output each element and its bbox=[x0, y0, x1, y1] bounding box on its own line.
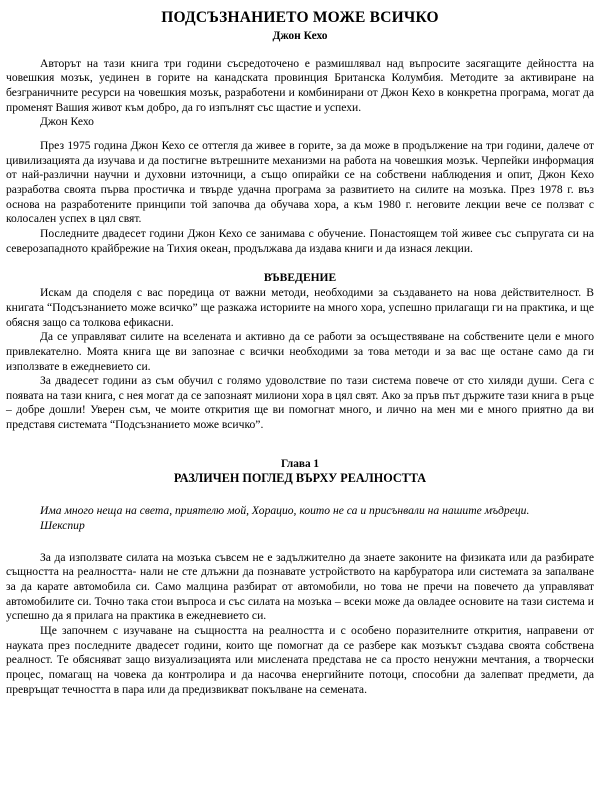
introduction-paragraph-1: Искам да споделя с вас поредица от важни методи, необходими за създаването на нова действителност. В книгата “Подсъзнанието може всичко” ще разкажа историите на много хора, успешно прилагащи ги на практика, и ще обясня защо са толкова ефикасни. bbox=[6, 286, 594, 329]
chapter-epigraph: Има много неща на света, приятелю мой, Хорацио, които не са и присънвали на нашите мъдреци. bbox=[40, 504, 530, 518]
introduction-paragraph-3: За двадесет години аз съм обучил с голямо удоволствие по тази система повече от сто хиляди души. Сега с появата на тази книга, с нея могат да се запознаят милиони хора в цял свят. Ако за пръв път държите тази книга в ръце – добре дошли! Уверен съм, че моите открития ще ви помогнат много, и лично на мен ми е много приятно да ви представя системата “Подсъзнанието може всичко”. bbox=[6, 374, 594, 432]
foreword-signature: Джон Кехо bbox=[40, 115, 94, 129]
spacer bbox=[6, 433, 594, 457]
spacer bbox=[6, 534, 594, 551]
chapter-epigraph-attribution: Шекспир bbox=[40, 518, 85, 532]
document-title: ПОДСЪЗНАНИЕТО МОЖЕ ВСИЧКО bbox=[161, 9, 439, 26]
chapter-paragraph-1: За да използвате силата на мозъка съвсем не е задължително да знаете законите на физиката или да разбирате същността на реалността- нали не сте длъжни да познавате устройството на карбуратора или системата за запалване за да карате автомобила си. Само малцина разбират от автомобили, но това не пречи на повечето да управляват автомобилите си. Точно така стои въпроса и със силата на мозъка – всеки може да овладее основите на тази система и успешно да я прилага на практика в ежедневието си. bbox=[6, 550, 594, 623]
introduction-paragraph-2: Да се управляват силите на вселената и активно да се работи за осъществяване на собствените цели е много привлекателно. Моята книга ще ви запознае с всички необходими за това методи и за вас ще остане само да ги използвате в ежедневието си. bbox=[6, 330, 594, 373]
spacer bbox=[6, 256, 594, 271]
spacer bbox=[6, 487, 594, 504]
spacer bbox=[6, 130, 594, 139]
spacer bbox=[6, 44, 594, 57]
introduction-heading: ВЪВЕДЕНИЕ bbox=[263, 272, 337, 285]
chapter-title: РАЗЛИЧЕН ПОГЛЕД ВЪРХУ РЕАЛНОСТТА bbox=[173, 471, 427, 486]
foreword-paragraph-3: Последните двадесет години Джон Кехо се занимава с обучение. Понастоящем той живее със съпругата си на северозападното крайбрежие на Тихия океан, продължава да издава книги и да изнася лекции. bbox=[6, 226, 594, 255]
foreword-paragraph-1: Авторът на тази книга три години съсредоточено е размишлявал над въпросите засягащите дейността на човешкия мозък, уединен в горите на канадската провинция Британска Колумбия. Методите за активиране на безграничните ресурси на човешкия мозък, разработени и комбинирани от Джон Кехо в конкретна програма, могат да променят Вашия живот към добро, да го изпълнят със щастие и успехи. bbox=[6, 56, 594, 114]
foreword-paragraph-2: През 1975 година Джон Кехо се оттегля да живее в горите, за да може в продължение на три години, далече от цивилизацията да изучава и да постигне вътрешните механизми на работа на човешкия мозък. Черпейки информация от най-различни научни и духовни източници, а също опирайки се на собствени наблюдения и опит, Джон Кехо разработва своята първа простичка и твърде удачна програма за развитието на силите на мозъка. През 1978 г. въз основа на разработените принципи той започва да обучава хора, а към 1980 г. неговите лекции вече се ползват с колосален успех в цял свят. bbox=[6, 139, 594, 226]
document-author: Джон Кехо bbox=[272, 30, 328, 43]
chapter-number: Глава 1 bbox=[280, 457, 320, 470]
chapter-paragraph-2: Ще започнем с изучаване на същността на реалността и с особено поразителните открития, направени от науката през последните двадесет години, които ще помогнат да се разбере как мозъкът създава своята собствена реалност. Те обясняват защо визуализацията или мислената представа не са просто ненужни мечтания, а творчески процес, помагащ на човека да контролира и да насочва енергийните потоци, способни да залепват предмети, да превръщат течността в пара или да предизвикват покълване на семената. bbox=[6, 623, 594, 696]
